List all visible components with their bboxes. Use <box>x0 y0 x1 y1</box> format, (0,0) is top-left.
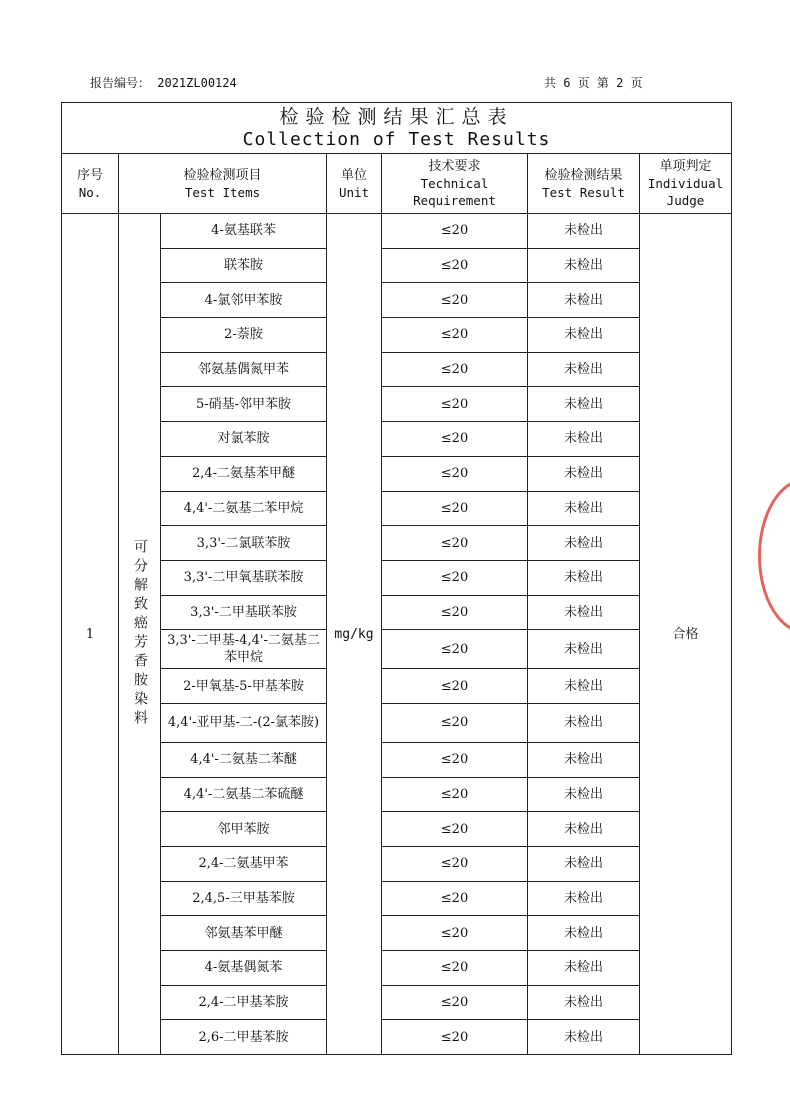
requirement: ≤20 <box>382 916 528 951</box>
results-table <box>61 102 732 1055</box>
test-result: 未检出 <box>528 777 640 812</box>
test-result: 未检出 <box>528 214 640 249</box>
table-row <box>62 881 732 916</box>
test-item: 2-萘胺 <box>161 318 327 353</box>
test-result: 未检出 <box>528 595 640 630</box>
page-indicator: 共 6 页 第 2 页 <box>544 76 643 90</box>
col-header-result: 检验检测结果 Test Result <box>528 154 640 214</box>
requirement: ≤20 <box>382 1020 528 1055</box>
test-item: 邻甲苯胺 <box>161 812 327 847</box>
table-row <box>62 630 732 669</box>
requirement: ≤20 <box>382 456 528 491</box>
report-number <box>90 74 237 91</box>
test-item: 4,4'-二氨基二苯硫醚 <box>161 777 327 812</box>
test-result: 未检出 <box>528 812 640 847</box>
table-row <box>62 283 732 318</box>
test-result: 未检出 <box>528 456 640 491</box>
test-result: 未检出 <box>528 669 640 704</box>
test-item: 2-甲氧基-5-甲基苯胺 <box>161 669 327 704</box>
test-result: 未检出 <box>528 1020 640 1055</box>
test-result: 未检出 <box>528 422 640 457</box>
table-row <box>62 742 732 777</box>
test-item: 邻氨基苯甲醚 <box>161 916 327 951</box>
table-row <box>62 777 732 812</box>
test-item: 4-氨基偶氮苯 <box>161 951 327 986</box>
test-item: 3,3'-二氯联苯胺 <box>161 526 327 561</box>
report-number-value: 2021ZL00124 <box>157 76 237 90</box>
table-row <box>62 214 732 249</box>
table-row <box>62 248 732 283</box>
col-header-item: 检验检测项目 Test Items <box>119 154 327 214</box>
test-result: 未检出 <box>528 283 640 318</box>
requirement: ≤20 <box>382 387 528 422</box>
test-result: 未检出 <box>528 951 640 986</box>
test-result: 未检出 <box>528 916 640 951</box>
requirement: ≤20 <box>382 422 528 457</box>
test-item: 邻氨基偶氮甲苯 <box>161 352 327 387</box>
test-result: 未检出 <box>528 491 640 526</box>
table-row <box>62 318 732 353</box>
table-row <box>62 491 732 526</box>
table-row <box>62 387 732 422</box>
requirement: ≤20 <box>382 742 528 777</box>
requirement: ≤20 <box>382 283 528 318</box>
test-item: 2,4-二氨基甲苯 <box>161 847 327 882</box>
table-row <box>62 916 732 951</box>
table-title-en: Collection of Test Results <box>242 129 551 150</box>
test-result: 未检出 <box>528 703 640 742</box>
test-result: 未检出 <box>528 881 640 916</box>
requirement: ≤20 <box>382 669 528 704</box>
table-row <box>62 560 732 595</box>
test-item: 5-硝基-邻甲苯胺 <box>161 387 327 422</box>
test-result: 未检出 <box>528 847 640 882</box>
table-title-cn: 检验检测结果汇总表 <box>279 106 514 128</box>
requirement: ≤20 <box>382 630 528 669</box>
requirement: ≤20 <box>382 951 528 986</box>
requirement: ≤20 <box>382 560 528 595</box>
requirement: ≤20 <box>382 847 528 882</box>
table-row <box>62 1020 732 1055</box>
requirement: ≤20 <box>382 352 528 387</box>
test-item: 2,4-二氨基苯甲醚 <box>161 456 327 491</box>
table-row <box>62 703 732 742</box>
test-item: 3,3'-二甲基联苯胺 <box>161 595 327 630</box>
test-item: 3,3'-二甲基-4,4'-二氨基二苯甲烷 <box>161 630 327 669</box>
test-item: 联苯胺 <box>161 248 327 283</box>
test-result: 未检出 <box>528 318 640 353</box>
table-title <box>62 103 732 154</box>
table-row <box>62 595 732 630</box>
col-header-no: 序号 No. <box>62 154 119 214</box>
requirement: ≤20 <box>382 491 528 526</box>
group-unit: mg/kg <box>327 214 382 1055</box>
category-label: 可分解致癌芳香胺染料 <box>132 539 148 730</box>
requirement: ≤20 <box>382 214 528 249</box>
col-header-requirement: 技术要求 Technical Requirement <box>382 154 528 214</box>
test-result: 未检出 <box>528 248 640 283</box>
group-judge: 合格 <box>640 214 732 1055</box>
test-result: 未检出 <box>528 387 640 422</box>
test-result: 未检出 <box>528 630 640 669</box>
red-seal-stamp <box>758 478 790 634</box>
requirement: ≤20 <box>382 248 528 283</box>
test-item: 对氯苯胺 <box>161 422 327 457</box>
requirement: ≤20 <box>382 812 528 847</box>
table-body <box>62 214 732 1055</box>
report-number-label: 报告编号： <box>90 76 151 90</box>
table-row <box>62 951 732 986</box>
requirement: ≤20 <box>382 777 528 812</box>
col-header-judge: 单项判定 Individual Judge <box>640 154 732 214</box>
table-row <box>62 526 732 561</box>
requirement: ≤20 <box>382 526 528 561</box>
test-item: 4,4'-亚甲基-二-(2-氯苯胺) <box>161 703 327 742</box>
table-row <box>62 422 732 457</box>
test-item: 2,4-二甲基苯胺 <box>161 985 327 1020</box>
requirement: ≤20 <box>382 318 528 353</box>
test-item: 3,3'-二甲氧基联苯胺 <box>161 560 327 595</box>
test-item: 2,6-二甲基苯胺 <box>161 1020 327 1055</box>
table-row <box>62 456 732 491</box>
test-result: 未检出 <box>528 560 640 595</box>
test-result: 未检出 <box>528 985 640 1020</box>
test-item: 2,4,5-三甲基苯胺 <box>161 881 327 916</box>
table-row <box>62 847 732 882</box>
test-item: 4-氯邻甲苯胺 <box>161 283 327 318</box>
table-row <box>62 352 732 387</box>
table-row <box>62 985 732 1020</box>
column-headers <box>62 154 732 214</box>
test-item: 4,4'-二氨基二苯醚 <box>161 742 327 777</box>
group-number: 1 <box>62 214 119 1055</box>
test-result: 未检出 <box>528 742 640 777</box>
col-header-unit: 单位 Unit <box>327 154 382 214</box>
table-row <box>62 669 732 704</box>
requirement: ≤20 <box>382 985 528 1020</box>
requirement: ≤20 <box>382 595 528 630</box>
requirement: ≤20 <box>382 703 528 742</box>
test-result: 未检出 <box>528 526 640 561</box>
test-item: 4,4'-二氨基二苯甲烷 <box>161 491 327 526</box>
table-row <box>62 812 732 847</box>
requirement: ≤20 <box>382 881 528 916</box>
test-result: 未检出 <box>528 352 640 387</box>
group-category <box>119 214 161 1055</box>
test-item: 4-氨基联苯 <box>161 214 327 249</box>
